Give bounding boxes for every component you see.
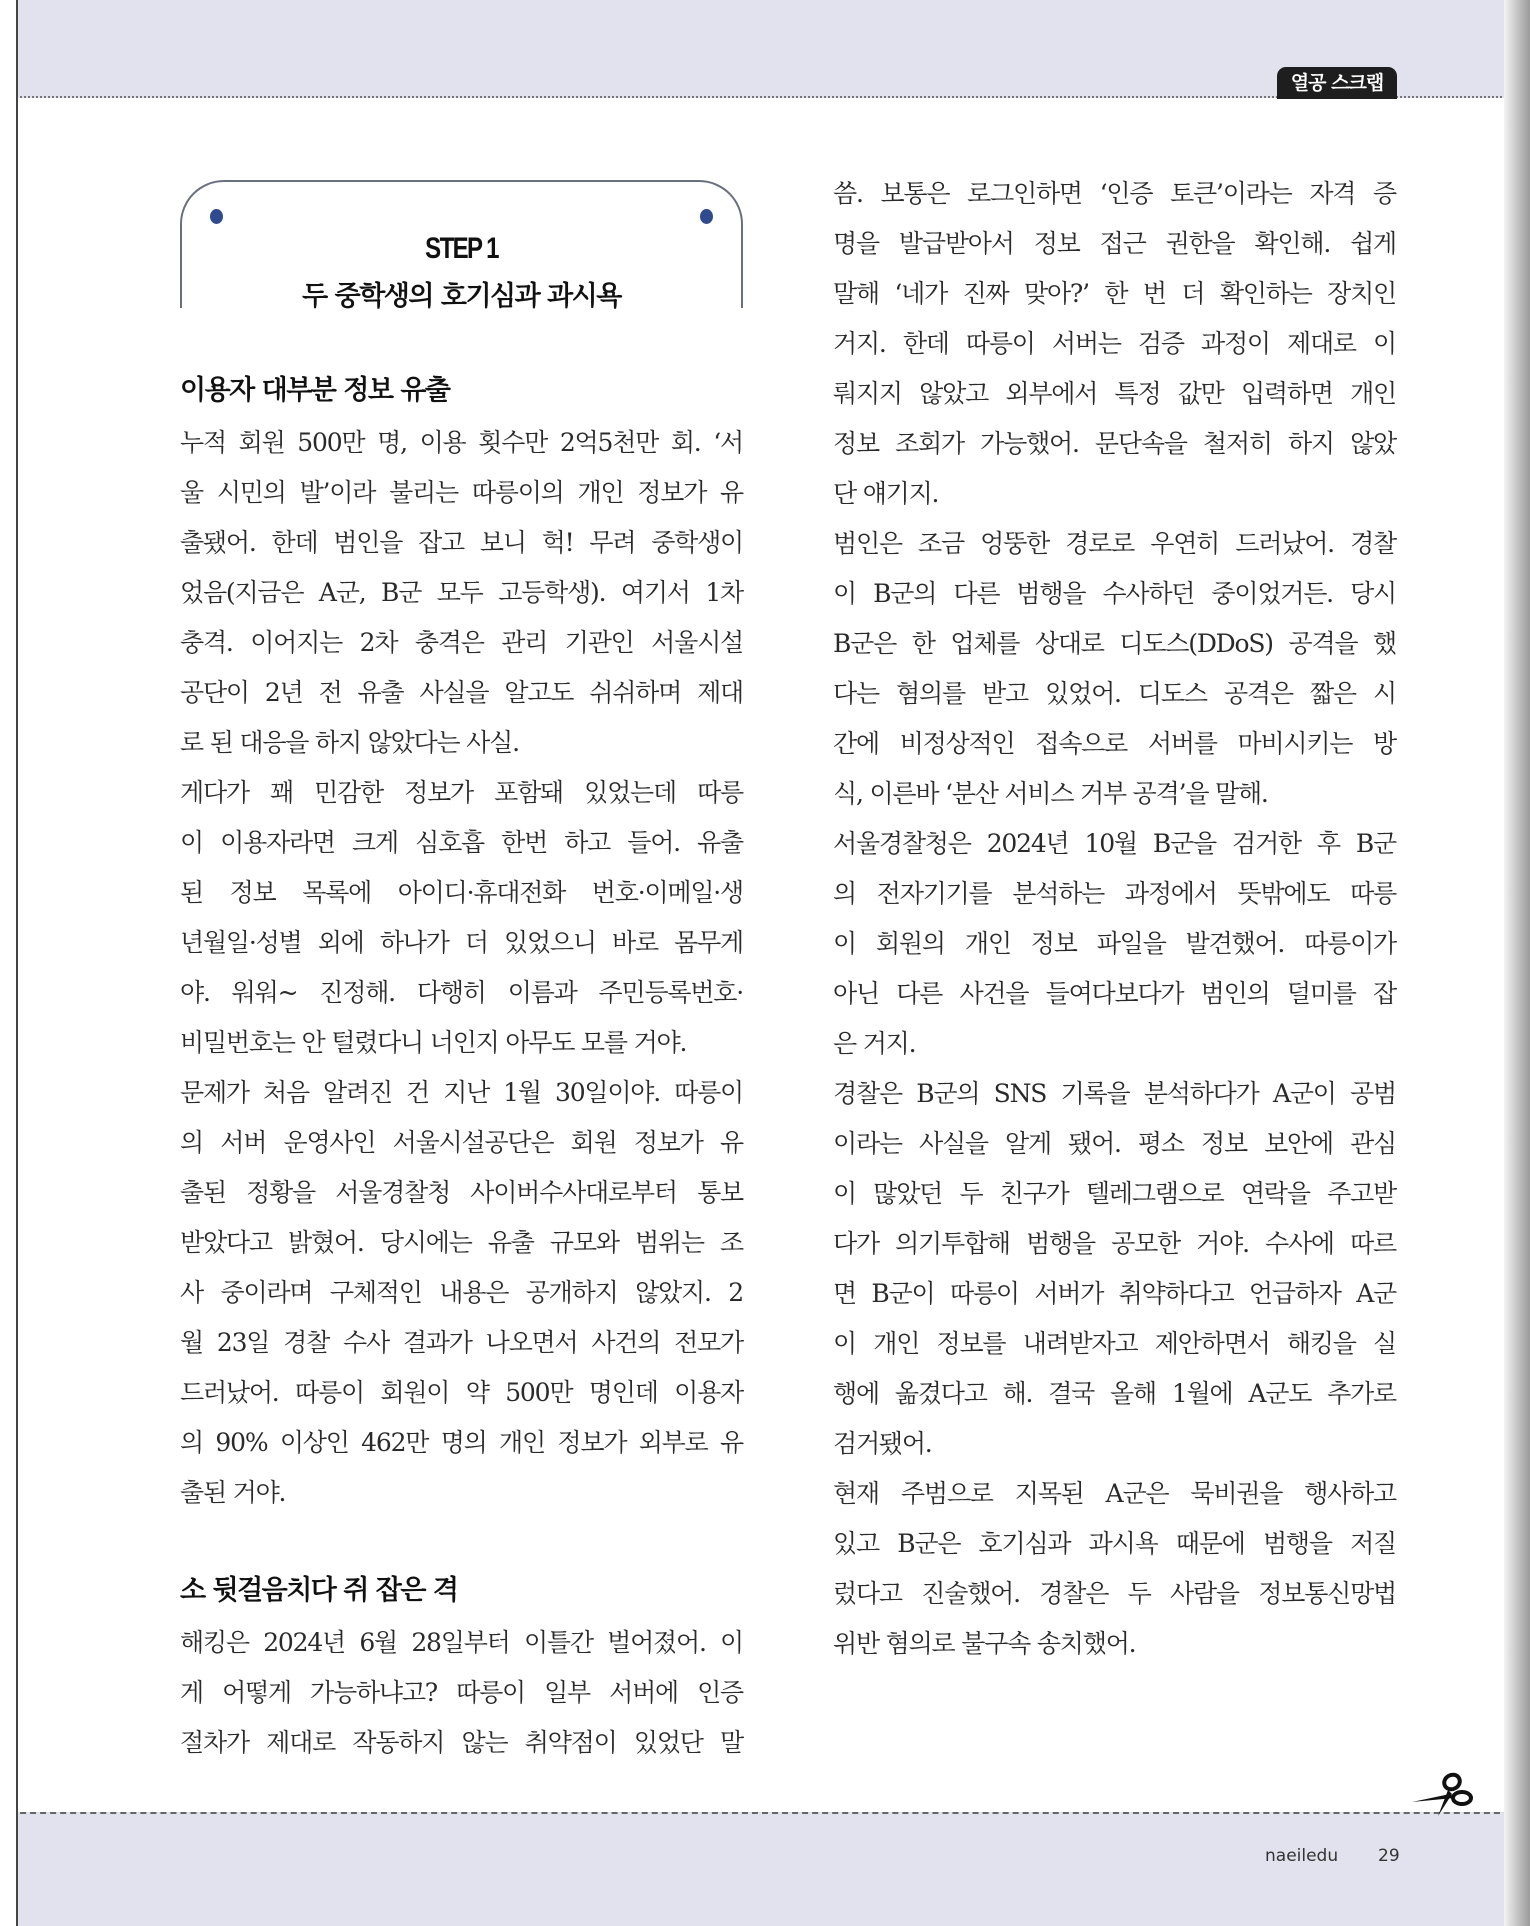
text-line: 해킹은 2024년 6월 28일부터 이틀간 벌어졌어. 이: [180, 1628, 743, 1657]
text-line: 다는 혐의를 받고 있었어. 디도스 공격은 짧은 시: [833, 679, 1396, 708]
text-line: 된 정보 목록에 아이디·휴대전화 번호·이메일·생: [180, 878, 743, 907]
text-line: 이 이용자라면 크게 심호흡 한번 하고 들어. 유출: [180, 828, 743, 857]
section-heading: 이용자 대부분 정보 유출: [180, 375, 450, 406]
step-title: 두 중학생의 호기심과 과시욕: [302, 281, 621, 312]
text-line: 문제가 처음 알려진 건 지난 1월 30일이야. 따릉이: [180, 1078, 743, 1107]
dot-icon: [700, 209, 713, 224]
text-line: 말해 ‘네가 진짜 맞아?’ 한 번 더 확인하는 장치인: [833, 279, 1396, 308]
text-line: 의 90% 이상인 462만 명의 개인 정보가 외부로 유: [180, 1428, 743, 1457]
text-line: 행에 옮겼다고 해. 결국 올해 1월에 A군도 추가로: [833, 1379, 1396, 1408]
text-line: 야. 워워~ 진정해. 다행히 이름과 주민등록번호·: [180, 978, 743, 1007]
right-column: [833, 169, 1396, 1669]
text-line: 간에 비정상적인 접속으로 서버를 마비시키는 방: [833, 729, 1396, 758]
footer-brand: naeiledu: [1265, 1846, 1339, 1866]
text-line: 이 많았던 두 친구가 텔레그램으로 연락을 주고받: [833, 1179, 1396, 1208]
text-line: 게 어떻게 가능하냐고? 따릉이 일부 서버에 인증: [180, 1678, 743, 1707]
text-line: 의 전자기기를 분석하는 과정에서 뜻밖에도 따릉: [833, 879, 1396, 908]
text-line: 현재 주범으로 지목된 A군은 묵비권을 행사하고: [833, 1479, 1396, 1508]
left-column-section2: [180, 1568, 743, 1768]
text-line: 이 회원의 개인 정보 파일을 발견했어. 따릉이가: [833, 929, 1396, 958]
step-box: [180, 180, 743, 312]
text-line: 검거됐어.: [833, 1429, 932, 1458]
text-line: 이 B군의 다른 범행을 수사하던 중이었거든. 당시: [833, 579, 1396, 608]
text-line: 위반 혐의로 불구속 송치했어.: [833, 1629, 1136, 1658]
footer-band: [0, 1812, 1530, 1926]
text-line: 월 23일 경찰 수사 결과가 나오면서 사건의 전모가: [180, 1328, 743, 1357]
text-line: 누적 회원 500만 명, 이용 횟수만 2억5천만 회. ‘서: [180, 428, 743, 457]
page-number: 29: [1378, 1846, 1400, 1866]
text-line: 정보 조회가 가능했어. 문단속을 철저히 하지 않았: [833, 429, 1396, 458]
text-line: 이 개인 정보를 내려받자고 제안하면서 해킹을 실: [833, 1329, 1396, 1358]
text-line: 식, 이른바 ‘분산 서비스 거부 공격’을 말해.: [833, 779, 1268, 808]
text-line: 울 시민의 발’이라 불리는 따릉이의 개인 정보가 유: [180, 478, 743, 507]
text-line: 출됐어. 한데 범인을 잡고 보니 헉! 무려 중학생이: [180, 528, 743, 557]
text-line: 서울경찰청은 2024년 10월 B군을 검거한 후 B군: [833, 829, 1396, 858]
dot-icon: [210, 209, 223, 224]
step-label: STEP 1: [425, 232, 498, 265]
page-gutter-shadow: [1504, 0, 1530, 1926]
page-edge: [0, 0, 18, 1926]
text-line: 었음(지금은 A군, B군 모두 고등학생). 여기서 1차: [180, 578, 743, 607]
text-line: 비밀번호는 안 털렸다니 너인지 아무도 모를 거야.: [180, 1028, 687, 1057]
text-line: 은 거지.: [833, 1029, 916, 1058]
text-line: 이라는 사실을 알게 됐어. 평소 정보 보안에 관심: [833, 1129, 1396, 1158]
text-line: 면 B군이 따릉이 서버가 취약하다고 언급하자 A군: [833, 1279, 1396, 1308]
text-line: 범인은 조금 엉뚱한 경로로 우연히 드러났어. 경찰: [833, 529, 1396, 558]
text-line: 뤄지지 않았고 외부에서 특정 값만 입력하면 개인: [833, 379, 1396, 408]
text-line: 절차가 제대로 작동하지 않는 취약점이 있었단 말: [180, 1728, 743, 1757]
text-line: 단 얘기지.: [833, 479, 939, 508]
text-line: 아닌 다른 사건을 들여다보다가 범인의 덜미를 잡: [833, 979, 1396, 1008]
text-line: 의 서버 운영사인 서울시설공단은 회원 정보가 유: [180, 1128, 743, 1157]
text-line: 드러났어. 따릉이 회원이 약 500만 명인데 이용자: [180, 1378, 743, 1407]
text-line: 다가 의기투합해 범행을 공모한 거야. 수사에 따르: [833, 1229, 1396, 1258]
text-line: 받았다고 밝혔어. 당시에는 유출 규모와 범위는 조: [180, 1228, 743, 1257]
text-line: 거지. 한데 따릉이 서버는 검증 과정이 제대로 이: [833, 329, 1396, 358]
section-heading: 소 뒷걸음치다 쥐 잡은 격: [180, 1575, 458, 1606]
text-line: 사 중이라며 구체적인 내용은 공개하지 않았지. 2: [180, 1278, 743, 1307]
text-line: 공단이 2년 전 유출 사실을 알고도 쉬쉬하며 제대: [180, 678, 743, 707]
text-line: 명을 발급받아서 정보 접근 권한을 확인해. 쉽게: [833, 229, 1396, 258]
text-line: 경찰은 B군의 SNS 기록을 분석하다가 A군이 공범: [833, 1079, 1396, 1108]
scissors-icon: [1410, 1772, 1474, 1816]
left-column-section1: [180, 368, 743, 1518]
text-line: 씀. 보통은 로그인하면 ‘인증 토큰’이라는 자격 증: [833, 179, 1396, 208]
text-line: B군은 한 업체를 상대로 디도스(DDoS) 공격을 했: [833, 629, 1396, 658]
text-line: 년월일·성별 외에 하나가 더 있었으니 바로 몸무게: [180, 928, 743, 957]
text-line: 있고 B군은 호기심과 과시욕 때문에 범행을 저질: [833, 1529, 1396, 1558]
text-line: 출된 거야.: [180, 1478, 286, 1507]
section-badge: 열공 스크랩: [1277, 67, 1397, 99]
text-line: 렀다고 진술했어. 경찰은 두 사람을 정보통신망법: [833, 1579, 1396, 1608]
text-line: 게다가 꽤 민감한 정보가 포함돼 있었는데 따릉: [180, 778, 743, 807]
text-line: 출된 정황을 서울경찰청 사이버수사대로부터 통보: [180, 1178, 743, 1207]
text-line: 로 된 대응을 하지 않았다는 사실.: [180, 728, 519, 757]
text-line: 충격. 이어지는 2차 충격은 관리 기관인 서울시설: [180, 628, 743, 657]
